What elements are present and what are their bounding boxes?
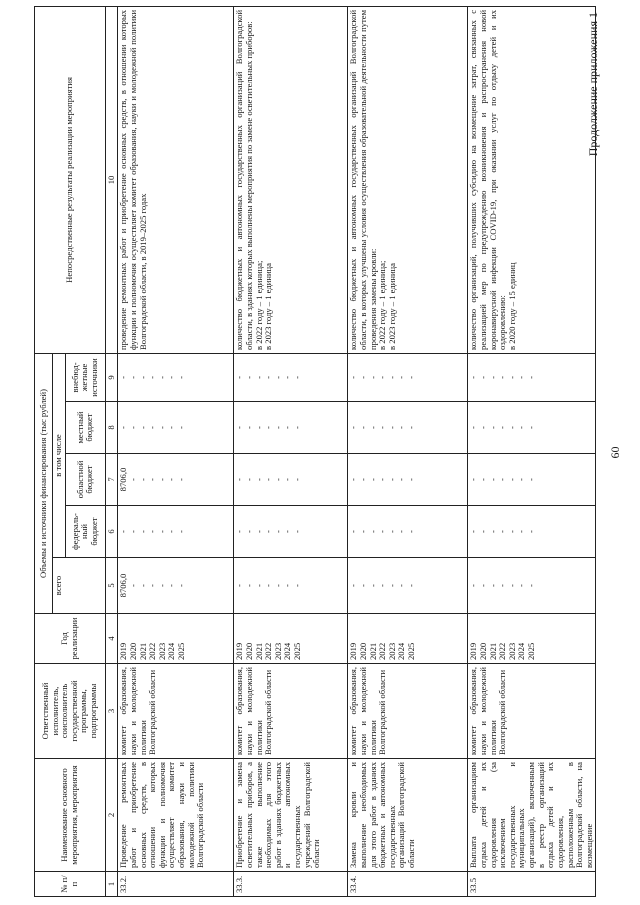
- regional-value: -: [396, 478, 407, 481]
- year-value: 2023: [156, 642, 167, 660]
- year-value: 2025: [406, 642, 416, 660]
- extra-cell: [118, 353, 234, 401]
- regional-value: -: [348, 478, 359, 481]
- header-regional: областной бюджет: [65, 454, 105, 506]
- extra-value: -: [516, 376, 527, 379]
- total-cell: [348, 558, 468, 614]
- local-value: -: [272, 426, 283, 429]
- regional-value: -: [487, 478, 498, 481]
- year-value: 2020: [357, 642, 368, 660]
- federal-cell: [234, 506, 348, 558]
- regional-cell: [118, 454, 234, 506]
- regional-value: 8706,0: [118, 467, 129, 492]
- regional-value: -: [166, 478, 177, 481]
- extra-value: -: [282, 376, 293, 379]
- years-cell: [234, 614, 348, 664]
- federal-value: -: [118, 530, 129, 533]
- total-value: -: [147, 584, 158, 587]
- year-value: 2024: [516, 642, 527, 660]
- total-value: -: [243, 584, 254, 587]
- regional-value: -: [176, 478, 186, 481]
- column-index: 2: [105, 759, 118, 872]
- row-number: 33.4.: [348, 872, 468, 897]
- federal-value: -: [156, 530, 167, 533]
- total-value: -: [516, 584, 527, 587]
- total-value: -: [272, 584, 283, 587]
- federal-value: -: [253, 530, 264, 533]
- result-line: в 2020 году – 15 единиц: [506, 262, 517, 350]
- regional-value: -: [357, 478, 368, 481]
- year-value: 2024: [166, 642, 177, 660]
- header-responsible: Ответственный исполнитель, соисполнитель государственной программы, подпрограммы: [35, 664, 106, 759]
- year-value: 2023: [506, 642, 517, 660]
- table-row: [348, 6, 468, 896]
- federal-value: -: [386, 530, 397, 533]
- regional-value: -: [234, 478, 245, 481]
- total-cell: [118, 558, 234, 614]
- year-value: 2019: [468, 642, 479, 660]
- federal-value: -: [487, 530, 498, 533]
- total-value: -: [377, 584, 388, 587]
- regional-value: -: [147, 478, 158, 481]
- regional-value: -: [282, 478, 293, 481]
- local-value: -: [487, 426, 498, 429]
- row-number: 33.3.: [234, 872, 348, 897]
- results-cell: [118, 6, 234, 353]
- results-cell: [468, 6, 596, 353]
- result-line: количество бюджетных и автономных государственных организаций Волгоградской области, в зданиях которых выполнены мероприятия по замене осветительных приборов:: [234, 9, 254, 350]
- header-federal: федераль-ный бюджет: [65, 506, 105, 558]
- header-results: Непосредственные результаты реализации мероприятия: [35, 6, 106, 353]
- federal-value: -: [357, 530, 368, 533]
- local-value: -: [292, 426, 302, 429]
- column-index: 1: [105, 872, 118, 897]
- year-value: 2021: [253, 642, 264, 660]
- total-value: -: [357, 584, 368, 587]
- local-value: -: [127, 426, 138, 429]
- local-value: -: [506, 426, 517, 429]
- activity-name: Проведение ремонтных работ и приобретение основных средств, в отношении которых функции и полномочия осуществляет комитет образования, науки и молодежной политики Волгоградской области: [118, 759, 234, 872]
- total-value: -: [127, 584, 138, 587]
- extra-cell: [468, 353, 596, 401]
- regional-value: -: [386, 478, 397, 481]
- activity-name: Приобретение и замена осветительных приборов, а также выполнение необходимых для этого работ в зданиях бюджетных и автономных государственных учреждений Волгоградской области: [234, 759, 348, 872]
- local-value: -: [166, 426, 177, 429]
- local-value: -: [137, 426, 148, 429]
- column-index: 10: [105, 6, 118, 353]
- total-value: -: [176, 584, 186, 587]
- year-value: 2025: [526, 642, 536, 660]
- regional-value: -: [272, 478, 283, 481]
- year-value: 2019: [348, 642, 359, 660]
- year-value: 2022: [263, 642, 274, 660]
- extra-value: -: [396, 376, 407, 379]
- extra-value: -: [234, 376, 245, 379]
- regional-value: -: [263, 478, 274, 481]
- header-local: местный бюджет: [65, 402, 105, 454]
- total-value: -: [263, 584, 274, 587]
- result-line: в 2023 году – 1 единица: [263, 263, 274, 350]
- local-cell: [234, 402, 348, 454]
- year-value: 2024: [282, 642, 293, 660]
- federal-value: -: [166, 530, 177, 533]
- local-value: -: [234, 426, 245, 429]
- responsible-executor: комитет образования, науки и молодежной политики Волгоградской области: [234, 664, 348, 759]
- column-index: 7: [105, 454, 118, 506]
- years-cell: [118, 614, 234, 664]
- federal-value: -: [506, 530, 517, 533]
- federal-value: -: [137, 530, 148, 533]
- total-cell: [468, 558, 596, 614]
- extra-cell: [234, 353, 348, 401]
- responsible-executor: комитет образования, науки и молодежной политики Волгоградской области: [118, 664, 234, 759]
- total-value: -: [497, 584, 508, 587]
- result-line: количество бюджетных и автономных государственных организаций Волгоградской области, в которых улучшены условия осуществления образовательной деятельности путем проведения замены кровли:: [348, 9, 378, 350]
- regional-value: -: [253, 478, 264, 481]
- regional-value: -: [477, 478, 488, 481]
- local-value: -: [497, 426, 508, 429]
- activity-name: Замена кровли и выполнение необходимых для этого работ в зданиях бюджетных и автономных государственных организаций Волгоградской области: [348, 759, 468, 872]
- total-cell: [234, 558, 348, 614]
- regional-value: -: [367, 478, 378, 481]
- row-number: 33.5: [468, 872, 596, 897]
- federal-value: -: [468, 530, 479, 533]
- column-index: 3: [105, 664, 118, 759]
- total-value: -: [282, 584, 293, 587]
- table-row: [468, 6, 596, 896]
- extra-value: -: [176, 376, 186, 379]
- extra-value: -: [468, 376, 479, 379]
- regional-value: -: [377, 478, 388, 481]
- local-value: -: [243, 426, 254, 429]
- total-value: -: [253, 584, 264, 587]
- total-value: -: [506, 584, 517, 587]
- year-value: 2023: [272, 642, 283, 660]
- program-activities-table: [34, 6, 596, 897]
- federal-value: -: [396, 530, 407, 533]
- responsible-executor: комитет образования, науки и молодежной политики Волгоградской области: [348, 664, 468, 759]
- local-value: -: [263, 426, 274, 429]
- regional-value: -: [137, 478, 148, 481]
- extra-value: -: [253, 376, 264, 379]
- federal-value: -: [477, 530, 488, 533]
- extra-value: -: [118, 376, 129, 379]
- local-value: -: [282, 426, 293, 429]
- column-index: 8: [105, 402, 118, 454]
- local-value: -: [468, 426, 479, 429]
- local-value: -: [526, 426, 536, 429]
- extra-value: -: [156, 376, 167, 379]
- local-value: -: [118, 426, 129, 429]
- header-incl: в том числе: [53, 353, 66, 557]
- federal-value: -: [497, 530, 508, 533]
- total-value: -: [348, 584, 359, 587]
- result-line: в 2023 году – 1 единица: [386, 263, 397, 350]
- year-value: 2020: [477, 642, 488, 660]
- header-total: всего: [53, 558, 106, 614]
- total-value: -: [156, 584, 167, 587]
- local-cell: [118, 402, 234, 454]
- federal-value: -: [367, 530, 378, 533]
- extra-value: -: [243, 376, 254, 379]
- header-year: Год реализации: [35, 614, 106, 664]
- local-value: -: [176, 426, 186, 429]
- total-value: -: [234, 584, 245, 587]
- year-value: 2021: [137, 642, 148, 660]
- federal-value: -: [377, 530, 388, 533]
- regional-cell: [234, 454, 348, 506]
- year-value: 2021: [367, 642, 378, 660]
- extra-value: -: [506, 376, 517, 379]
- year-value: 2022: [497, 642, 508, 660]
- federal-cell: [348, 506, 468, 558]
- local-value: -: [367, 426, 378, 429]
- federal-value: -: [526, 530, 536, 533]
- continuation-title: Продолжение приложения 1: [586, 12, 600, 157]
- federal-cell: [468, 506, 596, 558]
- extra-value: -: [526, 376, 536, 379]
- local-value: -: [406, 426, 416, 429]
- result-line: количество организаций, получивших субсидию на возмещение затрат, связанных с реализацией мер по предупреждению возникновения и распространения новой коронавирусной инфекции COVID-19, при оказании услуг по отдыху детей и их оздоровлению:: [468, 9, 508, 350]
- local-cell: [468, 402, 596, 454]
- extra-value: -: [292, 376, 302, 379]
- federal-value: -: [243, 530, 254, 533]
- regional-value: -: [243, 478, 254, 481]
- year-value: 2020: [243, 642, 254, 660]
- total-value: -: [468, 584, 479, 587]
- local-value: -: [386, 426, 397, 429]
- column-index: 4: [105, 614, 118, 664]
- result-line: в 2022 году – 1 единица;: [377, 260, 388, 350]
- local-value: -: [377, 426, 388, 429]
- extra-cell: [348, 353, 468, 401]
- local-value: -: [156, 426, 167, 429]
- federal-cell: [118, 506, 234, 558]
- year-value: 2021: [487, 642, 498, 660]
- federal-value: -: [348, 530, 359, 533]
- total-value: -: [396, 584, 407, 587]
- local-value: -: [516, 426, 527, 429]
- years-cell: [348, 614, 468, 664]
- activity-name: Выплата организациям отдыха детей и их оздоровления (за исключением государственных и муниципальных организаций), включенным в реестр организаций отдыха детей и их оздоровления, расположенным в Волгоградской области, на возмещение: [468, 759, 596, 872]
- header-funding-group: Объемы и источники финансирования (тыс рублей): [35, 353, 53, 613]
- year-value: 2019: [234, 642, 245, 660]
- extra-value: -: [147, 376, 158, 379]
- year-value: 2024: [396, 642, 407, 660]
- total-value: -: [526, 584, 536, 587]
- federal-value: -: [147, 530, 158, 533]
- year-value: 2020: [127, 642, 138, 660]
- header-num: № п/п: [35, 872, 106, 897]
- regional-value: -: [526, 478, 536, 481]
- total-value: -: [477, 584, 488, 587]
- total-value: -: [386, 584, 397, 587]
- extra-value: -: [367, 376, 378, 379]
- federal-value: -: [263, 530, 274, 533]
- local-value: -: [357, 426, 368, 429]
- table-row: [118, 6, 234, 896]
- year-value: 2025: [176, 642, 186, 660]
- regional-value: -: [292, 478, 302, 481]
- page-number: 60: [608, 446, 622, 459]
- local-value: -: [147, 426, 158, 429]
- total-value: -: [487, 584, 498, 587]
- local-value: -: [396, 426, 407, 429]
- year-value: 2022: [377, 642, 388, 660]
- header-extra: внебюд-жетные источники: [65, 353, 105, 401]
- federal-value: -: [272, 530, 283, 533]
- column-index: 5: [105, 558, 118, 614]
- total-value: -: [367, 584, 378, 587]
- federal-value: -: [127, 530, 138, 533]
- total-value: -: [166, 584, 177, 587]
- regional-value: -: [506, 478, 517, 481]
- regional-value: -: [156, 478, 167, 481]
- local-value: -: [348, 426, 359, 429]
- result-line: в 2022 году – 1 единица;: [253, 260, 264, 350]
- federal-value: -: [406, 530, 416, 533]
- extra-value: -: [386, 376, 397, 379]
- federal-value: -: [282, 530, 293, 533]
- total-value: 8706,0: [118, 573, 129, 598]
- header-name: Наименование основного мероприятия, мероприятия: [35, 759, 106, 872]
- extra-value: -: [137, 376, 148, 379]
- table-row: [234, 6, 348, 896]
- regional-value: -: [516, 478, 527, 481]
- extra-value: -: [127, 376, 138, 379]
- total-value: -: [406, 584, 416, 587]
- regional-value: -: [127, 478, 138, 481]
- federal-value: -: [292, 530, 302, 533]
- column-index: 6: [105, 506, 118, 558]
- year-value: 2019: [118, 642, 129, 660]
- extra-value: -: [357, 376, 368, 379]
- column-index-row: [105, 6, 118, 896]
- result-line: проведение ремонтных работ и приобретение основных средств, в отношении которых функции и полномочия осуществляет комитет образования, науки и молодежной политики Волгоградской области, в 2019–2025 годах: [118, 9, 148, 350]
- regional-value: -: [468, 478, 479, 481]
- extra-value: -: [487, 376, 498, 379]
- extra-value: -: [166, 376, 177, 379]
- federal-value: -: [516, 530, 527, 533]
- federal-value: -: [234, 530, 245, 533]
- regional-cell: [348, 454, 468, 506]
- results-cell: [234, 6, 348, 353]
- total-value: -: [292, 584, 302, 587]
- year-value: 2023: [386, 642, 397, 660]
- federal-value: -: [176, 530, 186, 533]
- local-cell: [348, 402, 468, 454]
- column-index: 9: [105, 353, 118, 401]
- year-value: 2022: [147, 642, 158, 660]
- extra-value: -: [263, 376, 274, 379]
- total-value: -: [137, 584, 148, 587]
- years-cell: [468, 614, 596, 664]
- responsible-executor: комитет образования, науки и молодежной политики Волгоградской области: [468, 664, 596, 759]
- extra-value: -: [377, 376, 388, 379]
- regional-value: -: [497, 478, 508, 481]
- extra-value: -: [406, 376, 416, 379]
- extra-value: -: [477, 376, 488, 379]
- local-value: -: [253, 426, 264, 429]
- extra-value: -: [272, 376, 283, 379]
- regional-value: -: [406, 478, 416, 481]
- results-cell: [348, 6, 468, 353]
- year-value: 2025: [292, 642, 302, 660]
- row-number: 33.2.: [118, 872, 234, 897]
- local-value: -: [477, 426, 488, 429]
- extra-value: -: [348, 376, 359, 379]
- regional-cell: [468, 454, 596, 506]
- extra-value: -: [497, 376, 508, 379]
